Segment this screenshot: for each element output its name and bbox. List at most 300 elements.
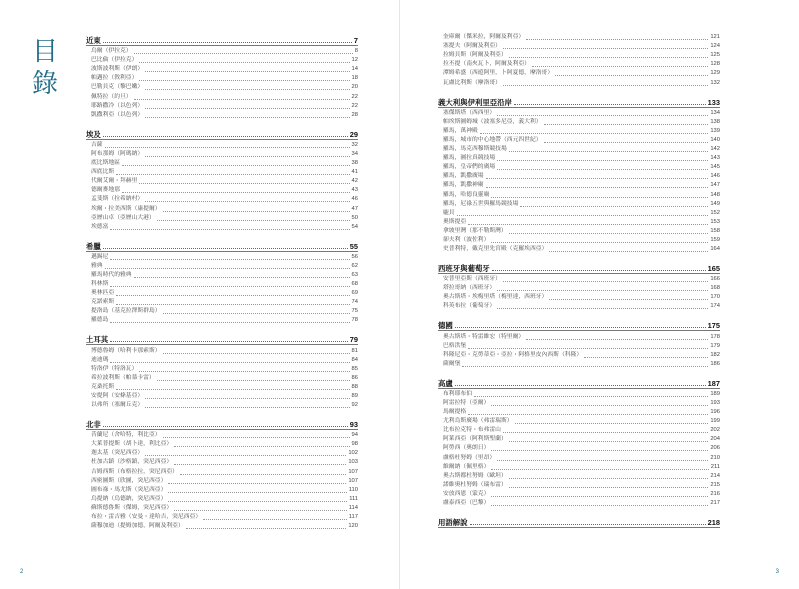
dot-leader <box>145 108 349 109</box>
toc-entry-title: 潭姆希盛（西遊阿里，卜阿夏德，摩洛哥） <box>443 70 554 77</box>
toc-entry[interactable] <box>86 65 358 74</box>
dot-leader <box>474 396 708 397</box>
toc-entry[interactable] <box>86 431 358 440</box>
dot-leader <box>544 124 709 125</box>
toc-section <box>86 33 358 120</box>
toc-entry-title: 以弗所（塞爾丘克） <box>91 402 144 409</box>
toc-entry[interactable] <box>86 356 358 365</box>
toc-entry-page: 170 <box>710 294 720 301</box>
toc-entry-title: 科隆尼亞・克勞蒂亞・亞拉・阿格里皮內西斯（科隆） <box>443 351 583 358</box>
dot-leader <box>497 160 708 161</box>
toc-entry-title: 薩穆加迪（提姆加德，阿爾及利亞） <box>91 523 184 530</box>
toc-entry[interactable] <box>438 118 720 127</box>
toc-entry-page: 42 <box>351 178 358 185</box>
toc-title-char-2: 錄 <box>31 69 58 99</box>
toc-entry[interactable] <box>86 458 358 467</box>
toc-entry[interactable] <box>438 293 720 302</box>
toc-entry[interactable] <box>86 374 358 383</box>
toc-entry[interactable] <box>438 245 720 254</box>
toc-entry[interactable] <box>86 214 358 223</box>
toc-entry[interactable] <box>86 92 358 101</box>
toc-entry[interactable] <box>86 477 358 486</box>
dot-leader <box>163 353 350 354</box>
toc-entry-title: 奧斯提亞 <box>443 218 467 225</box>
dot-leader <box>103 42 352 43</box>
dot-leader <box>497 115 708 116</box>
toc-section-heading-title: 土耳其 <box>86 335 109 345</box>
toc-entry[interactable] <box>438 60 720 69</box>
toc-entry[interactable] <box>438 463 720 472</box>
dot-leader <box>491 405 708 406</box>
toc-entry-title: 羅馬，馬克西穆斯競技場 <box>443 146 507 153</box>
left-page <box>0 0 399 589</box>
toc-entry[interactable] <box>438 490 720 499</box>
toc-entry[interactable] <box>438 172 720 181</box>
toc-entry-title: 羅馬，皇帝們的廣場 <box>443 164 496 171</box>
toc-entry[interactable] <box>86 56 358 65</box>
toc-entry-page: 86 <box>351 374 358 381</box>
toc-section-heading-page: 7 <box>353 36 358 45</box>
toc-section-heading-page: 218 <box>707 518 720 528</box>
toc-entry-page: 34 <box>351 150 358 157</box>
toc-entry-title: 代爾艾爾・拜赫里 <box>91 178 138 185</box>
toc-entry-page: 168 <box>710 285 720 292</box>
toc-entry[interactable] <box>438 284 720 293</box>
toc-entry[interactable] <box>438 218 720 227</box>
toc-entry-title: 奧林匹亞 <box>91 290 115 297</box>
toc-entry[interactable] <box>86 111 358 120</box>
dot-leader <box>549 299 708 300</box>
toc-entry-page: 216 <box>710 490 720 497</box>
dot-leader <box>122 192 350 193</box>
toc-entry[interactable] <box>86 150 358 159</box>
dot-leader <box>103 136 348 137</box>
toc-entry-title: 塞傑斯塔（西西里） <box>443 109 496 116</box>
toc-section-heading[interactable] <box>86 33 358 46</box>
toc-entry-title: 邁錫尼 <box>91 253 109 260</box>
toc-entry[interactable] <box>438 190 720 199</box>
dot-leader <box>134 53 353 54</box>
toc-section-heading[interactable] <box>438 376 720 389</box>
toc-entry-title: 羅馬時代的雅典 <box>91 271 132 278</box>
toc-entry-title: 杜加古鎮（沙格鎮，突尼西亞） <box>91 459 173 466</box>
toc-entry[interactable] <box>438 109 720 118</box>
dot-leader <box>509 151 709 152</box>
dot-leader <box>116 295 349 296</box>
toc-entry-page: 111 <box>349 495 358 502</box>
toc-entry[interactable] <box>86 177 358 186</box>
dot-leader <box>180 474 346 475</box>
dot-leader <box>174 510 347 511</box>
toc-entry[interactable] <box>86 186 358 195</box>
toc-entry-page: 81 <box>351 347 358 354</box>
toc-entry[interactable] <box>438 78 720 87</box>
dot-leader <box>116 304 349 305</box>
toc-section-heading[interactable] <box>438 515 720 528</box>
toc-entry-title: 羅馬，圖拉真競技場 <box>443 155 496 162</box>
toc-entry-page: 32 <box>351 141 358 148</box>
dot-leader <box>110 362 349 363</box>
toc-entry-page: 164 <box>710 246 720 253</box>
toc-entry[interactable] <box>86 449 358 458</box>
dot-leader <box>110 229 349 230</box>
dot-leader <box>509 57 709 58</box>
toc-entry-title: 雅典 <box>91 262 103 269</box>
toc-entry-title: 科英布拉（葡萄牙） <box>443 303 496 310</box>
toc-entry[interactable] <box>86 298 358 307</box>
toc-entry-title: 阿勞西（奧朗日） <box>443 445 490 452</box>
toc-entry[interactable] <box>86 83 358 92</box>
toc-section <box>438 318 720 368</box>
dot-leader <box>486 187 709 188</box>
toc-section-heading-title: 北非 <box>86 420 101 430</box>
toc-entry-title: 馬爾提格 <box>443 409 467 416</box>
toc-entry-page: 102 <box>348 450 358 457</box>
toc-entry-title: 迦太基（突尼西亞） <box>91 450 144 457</box>
toc-entry-title: 埃爾・拉美西斯（康提爾） <box>91 205 161 212</box>
toc-entry-title: 帕埃斯圖姆城（波塞多尼亞，義大利） <box>443 118 542 125</box>
toc-entry[interactable] <box>86 486 358 495</box>
toc-entry[interactable] <box>438 33 720 42</box>
toc-entry[interactable] <box>86 74 358 83</box>
toc-entry[interactable] <box>86 346 358 355</box>
toc-entry[interactable] <box>86 253 358 262</box>
toc-entry[interactable] <box>438 200 720 209</box>
toc-entry[interactable] <box>86 504 358 513</box>
dot-leader <box>497 460 708 461</box>
toc-entry[interactable] <box>438 435 720 444</box>
toc-entry-page: 193 <box>710 400 720 406</box>
toc-entry[interactable] <box>438 163 720 172</box>
toc-entry[interactable] <box>438 154 720 163</box>
toc-entry[interactable] <box>86 307 358 316</box>
dot-leader <box>139 371 349 372</box>
toc-section-heading-title: 義大利與伊利里亞沿岸 <box>438 97 512 107</box>
toc-entry[interactable] <box>86 204 358 213</box>
dot-leader <box>145 398 349 399</box>
toc-entry[interactable] <box>86 168 358 177</box>
toc-entry-title: 拿坡里灣（那不勒斯灣） <box>443 227 507 234</box>
toc-entry-title: 奧古斯都杜努姆（歐坦） <box>443 472 507 479</box>
toc-entry-page: 134 <box>710 109 720 116</box>
dot-leader <box>509 487 709 488</box>
toc-entry[interactable] <box>438 332 720 341</box>
toc-entry-page: 89 <box>351 393 358 399</box>
dot-leader <box>145 71 349 72</box>
dot-leader <box>503 432 708 433</box>
toc-entry-page: 74 <box>351 299 358 306</box>
dot-leader <box>110 341 348 342</box>
toc-entry-title: 克桑托斯 <box>91 383 115 390</box>
toc-entry-page: 145 <box>710 164 720 171</box>
toc-section-heading-title: 埃及 <box>86 129 101 139</box>
toc-entry-page: 186 <box>710 360 720 367</box>
toc-section-heading-title: 高盧 <box>438 378 453 388</box>
dot-leader <box>520 206 708 207</box>
dot-leader <box>203 519 347 520</box>
toc-entry-page: 110 <box>348 486 358 493</box>
toc-entry[interactable] <box>86 365 358 374</box>
toc-section-heading[interactable] <box>86 332 358 345</box>
toc-entry-page: 14 <box>351 66 358 73</box>
toc-entry[interactable] <box>438 472 720 481</box>
toc-entry[interactable] <box>86 141 358 150</box>
toc-entry[interactable] <box>86 47 358 56</box>
toc-entry[interactable] <box>438 499 720 508</box>
toc-entry[interactable] <box>86 316 358 325</box>
toc-entry[interactable] <box>438 481 720 490</box>
dot-leader <box>145 117 349 118</box>
toc-entry-page: 84 <box>351 356 358 363</box>
dot-leader <box>468 224 708 225</box>
dot-leader <box>515 423 709 424</box>
toc-entry[interactable] <box>438 275 720 284</box>
toc-section <box>86 239 358 326</box>
dot-leader <box>103 248 348 249</box>
toc-entry-title: 布利耶布伯 <box>443 390 472 397</box>
toc-entry-page: 107 <box>348 468 358 475</box>
toc-entry-page: 41 <box>351 169 358 176</box>
toc-entry[interactable] <box>86 392 358 401</box>
toc-entry-page: 124 <box>710 43 720 50</box>
toc-entry-title: 烏爾（伊拉克） <box>91 48 132 55</box>
toc-entry-page: 158 <box>710 227 720 234</box>
dot-leader <box>491 242 708 243</box>
toc-entry-page: 98 <box>351 441 358 448</box>
toc-entry-title: 諾維奧杜努姆（瑞布雷） <box>443 481 507 488</box>
dot-leader <box>145 156 349 157</box>
toc-entry-title: 薩爾堡 <box>443 360 461 367</box>
toc-entry-title: 大萊普提斯（胡卜達，利比亞） <box>91 441 173 448</box>
toc-entry-title: 奎庫爾（傑米拉，阿爾及利亞） <box>443 34 525 41</box>
dot-leader <box>491 469 708 470</box>
toc-entry[interactable] <box>86 513 358 522</box>
toc-entry[interactable] <box>438 444 720 453</box>
toc-entry[interactable] <box>86 383 358 392</box>
toc-section-heading-page: 55 <box>349 241 358 251</box>
toc-entry[interactable] <box>86 102 358 111</box>
toc-entry-page: 146 <box>710 173 720 180</box>
toc-section-heading[interactable] <box>438 95 720 108</box>
dot-leader <box>509 233 709 234</box>
toc-entry-page: 43 <box>351 187 358 194</box>
toc-entry-title: 德爾麥地那 <box>91 187 120 194</box>
toc-section-heading-page: 187 <box>707 378 720 388</box>
toc-entry-title: 拉丕提（南夾瓦卜，阿爾及利亞） <box>443 61 530 68</box>
toc-entry-page: 8 <box>354 48 358 55</box>
toc-entry-page: 129 <box>710 70 720 77</box>
page-number-right: 3 <box>775 569 779 575</box>
toc-entry-title: 羅馬，萬神殿 <box>443 127 478 134</box>
dot-leader <box>555 75 708 76</box>
toc-entry[interactable] <box>438 390 720 399</box>
toc-entry[interactable] <box>438 426 720 435</box>
toc-entry-page: 196 <box>710 409 720 416</box>
dot-leader <box>145 201 349 202</box>
toc-entry[interactable] <box>438 136 720 145</box>
toc-entry-page: 46 <box>351 196 358 203</box>
toc-entry-title: 安放西恩（蒙克） <box>443 490 490 497</box>
toc-entry-page: 12 <box>351 57 358 64</box>
toc-entry-title: 迪迪瑪 <box>91 356 109 363</box>
dot-leader <box>544 142 709 143</box>
toc-entry[interactable] <box>438 302 720 311</box>
dot-leader <box>509 478 709 479</box>
toc-entry-page: 54 <box>351 223 358 230</box>
dot-leader <box>491 505 708 506</box>
toc-section-heading[interactable] <box>86 239 358 252</box>
toc-entry-page: 121 <box>710 34 720 41</box>
toc-entry-title: 安普里亞斯（西班牙） <box>443 276 501 283</box>
toc-section-heading-title: 近東 <box>86 36 101 45</box>
toc-entry[interactable] <box>438 145 720 154</box>
toc-entry-page: 18 <box>351 75 358 82</box>
toc-entry-title: 阿布那姆（阿瑪納） <box>91 150 144 157</box>
toc-entry[interactable] <box>86 271 358 280</box>
toc-entry-title: 希拉波利斯（帕慕卡雷） <box>91 374 155 381</box>
toc-entry[interactable] <box>86 522 358 531</box>
toc-entry[interactable] <box>438 181 720 190</box>
dot-leader <box>491 496 708 497</box>
toc-entry-page: 204 <box>710 436 720 443</box>
toc-entry[interactable] <box>438 209 720 218</box>
toc-entry[interactable] <box>86 401 358 410</box>
dot-leader <box>468 348 708 349</box>
dot-leader <box>503 281 708 282</box>
toc-entry-title: 維爾納（佩里格） <box>443 463 490 470</box>
dot-leader <box>139 80 349 81</box>
toc-section-heading-title: 西班牙與葡萄牙 <box>438 264 490 274</box>
toc-entry[interactable] <box>438 69 720 78</box>
dot-leader <box>105 268 350 269</box>
toc-entry-page: 189 <box>710 390 720 397</box>
dot-leader <box>186 528 347 529</box>
toc-entry-title: 蘇斯德魯斯（傑姆，突尼西亞） <box>91 504 173 511</box>
dot-leader <box>584 357 708 358</box>
toc-entry[interactable] <box>438 408 720 417</box>
toc-entry[interactable] <box>438 127 720 136</box>
toc-entry-title: 塔拉哥納（西班牙） <box>443 285 496 292</box>
toc-entry-page: 147 <box>710 182 720 189</box>
toc-entry-page: 22 <box>351 102 358 109</box>
toc-entry-page: 174 <box>710 303 720 310</box>
dot-leader <box>163 313 350 314</box>
toc-title-char-1: 目 <box>31 37 58 67</box>
toc-entry-page: 56 <box>351 253 358 260</box>
toc-section-heading-page: 165 <box>707 264 720 274</box>
toc-section-heading[interactable] <box>438 318 720 331</box>
toc-entry-title: 安提阿（安條基亞） <box>91 393 144 399</box>
toc-entry[interactable] <box>86 289 358 298</box>
toc-section <box>438 261 720 311</box>
toc-section-heading-page: 175 <box>707 321 720 331</box>
toc-entry[interactable] <box>86 440 358 449</box>
toc-entry[interactable] <box>438 360 720 369</box>
toc-entry[interactable] <box>438 351 720 360</box>
toc-entry[interactable] <box>86 280 358 289</box>
dot-leader <box>470 524 706 525</box>
dot-leader <box>509 441 709 442</box>
toc-section <box>438 33 720 88</box>
toc-entry[interactable] <box>86 223 358 232</box>
toc-entry[interactable] <box>86 159 358 168</box>
toc-entry-title: 羅馬，凱撒神廟 <box>443 182 484 189</box>
toc-entry[interactable] <box>86 467 358 476</box>
toc-entry-page: 47 <box>351 205 358 212</box>
dot-leader <box>168 483 346 484</box>
toc-entry-page: 166 <box>710 276 720 283</box>
toc-entry-page: 210 <box>710 454 720 461</box>
toc-section <box>438 95 720 255</box>
dot-leader <box>105 147 350 148</box>
toc-right-column <box>438 33 720 535</box>
dot-leader <box>110 322 349 323</box>
toc-entry-title: 特洛伊（特洛瓦） <box>91 365 138 372</box>
dot-leader <box>168 501 347 502</box>
toc-entry-page: 38 <box>351 160 358 167</box>
toc-section <box>86 417 358 531</box>
dot-leader <box>163 211 350 212</box>
toc-entry-title: 波斯波利斯（伊朗） <box>91 66 144 73</box>
toc-entry-page: 50 <box>351 214 358 221</box>
toc-entry-title: 阿雷拉特（亞爾） <box>443 400 490 406</box>
toc-left-column <box>86 33 358 538</box>
toc-entry[interactable] <box>86 495 358 504</box>
toc-entry[interactable] <box>438 417 720 426</box>
dot-leader <box>174 464 346 465</box>
dot-leader <box>122 165 350 166</box>
toc-section-heading[interactable] <box>438 261 720 274</box>
toc-entry-page: 139 <box>710 127 720 134</box>
toc-section-heading-title: 德國 <box>438 321 453 331</box>
toc-entry-title: 孟斐斯（拉希納村） <box>91 196 144 203</box>
toc-section <box>438 515 720 528</box>
toc-entry-title: 亞歷山卓（亞歷山大港） <box>91 214 155 221</box>
toc-entry[interactable] <box>86 195 358 204</box>
toc-entry[interactable] <box>86 262 358 271</box>
toc-entry[interactable] <box>438 227 720 236</box>
toc-entry[interactable] <box>438 342 720 351</box>
toc-entry[interactable] <box>438 42 720 51</box>
toc-entry-page: 152 <box>710 209 720 216</box>
toc-entry-title: 尤利烏斯廣場（弗雷瑞斯） <box>443 418 513 425</box>
toc-entry[interactable] <box>438 399 720 408</box>
toc-entry-title: 圖布祿・馬尤斯（突尼西亞） <box>91 486 167 493</box>
toc-section-heading[interactable] <box>86 417 358 430</box>
toc-entry-title: 埃德富 <box>91 223 109 230</box>
toc-section-heading-page: 133 <box>707 97 720 107</box>
toc-entry-title: 西密圖斯（欣圖，突尼西亞） <box>91 477 167 484</box>
toc-section-heading[interactable] <box>86 127 358 140</box>
toc-title <box>30 36 60 100</box>
toc-entry[interactable] <box>438 453 720 462</box>
toc-section-heading-title: 希臘 <box>86 241 101 251</box>
toc-entry[interactable] <box>438 236 720 245</box>
toc-entry-page: 159 <box>710 236 720 243</box>
toc-section-heading-title: 用語解說 <box>438 518 468 528</box>
toc-entry-page: 20 <box>351 84 358 91</box>
toc-entry-page: 62 <box>351 262 358 269</box>
toc-entry-title: 盧泰西亞（巴黎） <box>443 500 490 507</box>
dot-leader <box>157 220 350 221</box>
dot-leader <box>462 366 708 367</box>
toc-entry-page: 140 <box>710 136 720 143</box>
dot-leader <box>514 104 706 105</box>
toc-entry-page: 69 <box>351 290 358 297</box>
toc-entry[interactable] <box>438 51 720 60</box>
dot-leader <box>116 389 349 390</box>
toc-entry-page: 179 <box>710 342 720 349</box>
